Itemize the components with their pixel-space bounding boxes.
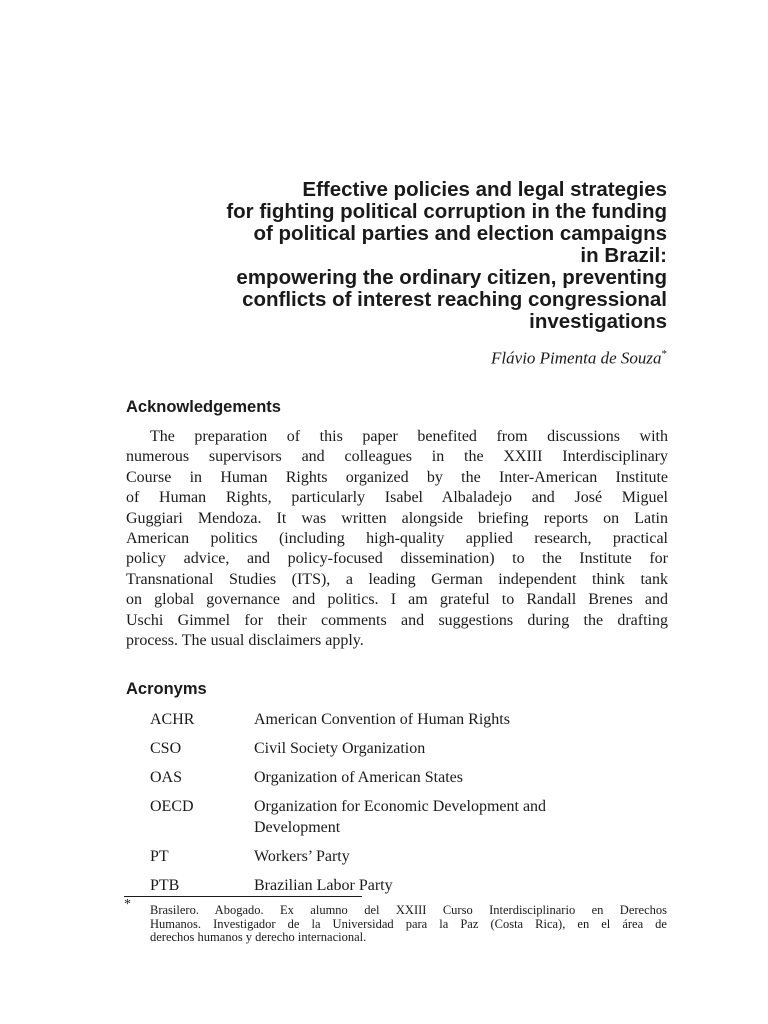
acronym-definition: Organization for Economic Development and Development [254, 798, 547, 836]
paragraph-line: numerous supervisors and colleagues in the XXIII Interdisciplinary [126, 448, 668, 466]
acronym-row [150, 796, 670, 838]
acronym-definition: Civil Society Organization [254, 740, 426, 757]
paragraph-line: Course in Human Rights organized by the Inter-American Institute [126, 468, 668, 486]
paragraph-line: Transnational Studies (ITS), a leading German independent think tank [126, 570, 668, 588]
paragraph-line: The preparation of this paper benefited from discussions with [150, 428, 668, 445]
paragraph-line: policy advice, and policy-focused dissemination) to the Institute for [126, 550, 668, 568]
title-line: empowering the ordinary citizen, preventing [236, 266, 667, 289]
footnote-text [150, 904, 667, 945]
author-byline [120, 344, 667, 369]
footnote-mark: * [124, 897, 131, 912]
paragraph-line: on global governance and politics. I am grateful to Randall Brenes and [126, 591, 668, 609]
acronyms-heading: Acronyms [126, 680, 207, 698]
footnote-line: Humanos. Investigador de la Universidad para la Paz (Costa Rica), en el área de [150, 916, 667, 931]
paragraph-line: process. The usual disclaimers apply. [126, 632, 364, 650]
acknowledgements-paragraph [126, 427, 668, 651]
title-line: for fighting political corruption in the funding [226, 200, 667, 223]
acronym-abbr: PTB [150, 877, 180, 894]
author-name: Flávio Pimenta de Souza [491, 348, 662, 368]
title-line: conflicts of interest reaching congressional [242, 288, 667, 311]
author-footnote-mark: * [661, 348, 667, 360]
acknowledgements-heading: Acknowledgements [126, 398, 281, 416]
title-line: investigations [529, 310, 667, 333]
paragraph-line: American politics (including high-quality applied research, practical [126, 530, 668, 548]
acronym-row [150, 767, 670, 788]
footnote-line: derechos humanos y derecho internacional. [150, 930, 367, 944]
footnote-line: Brasilero. Abogado. Ex alumno del XXIII Curso Interdisciplinario en Derechos [150, 903, 667, 917]
paragraph-line: Guggiari Mendoza. It was written alongside briefing reports on Latin [126, 509, 668, 527]
acronym-abbr: ACHR [150, 711, 195, 728]
title-line: Effective policies and legal strategies [302, 178, 667, 201]
acronym-abbr: PT [150, 848, 169, 865]
acronym-definition: Brazilian Labor Party [254, 877, 393, 894]
paper-title [120, 179, 667, 333]
acronym-row [150, 846, 670, 867]
acronym-row [150, 875, 670, 896]
acronym-abbr: CSO [150, 740, 182, 757]
acronym-definition: American Convention of Human Rights [254, 711, 510, 728]
title-line: in Brazil: [580, 244, 667, 267]
paragraph-line: of Human Rights, particularly Isabel Albaladejo and José Miguel [126, 489, 668, 507]
title-line: of political parties and election campaigns [253, 222, 667, 245]
paragraph-line: Uschi Gimmel for their comments and suggestions during the drafting [126, 611, 668, 629]
acronym-row [150, 709, 670, 730]
acronym-definition: Organization of American States [254, 769, 463, 786]
acronym-row [150, 738, 670, 759]
acronym-definition: Workers’ Party [254, 848, 350, 865]
acronyms-list [150, 709, 670, 904]
acronym-abbr: OAS [150, 769, 183, 786]
footnote-divider [124, 896, 362, 897]
acronym-abbr: OECD [150, 798, 194, 815]
